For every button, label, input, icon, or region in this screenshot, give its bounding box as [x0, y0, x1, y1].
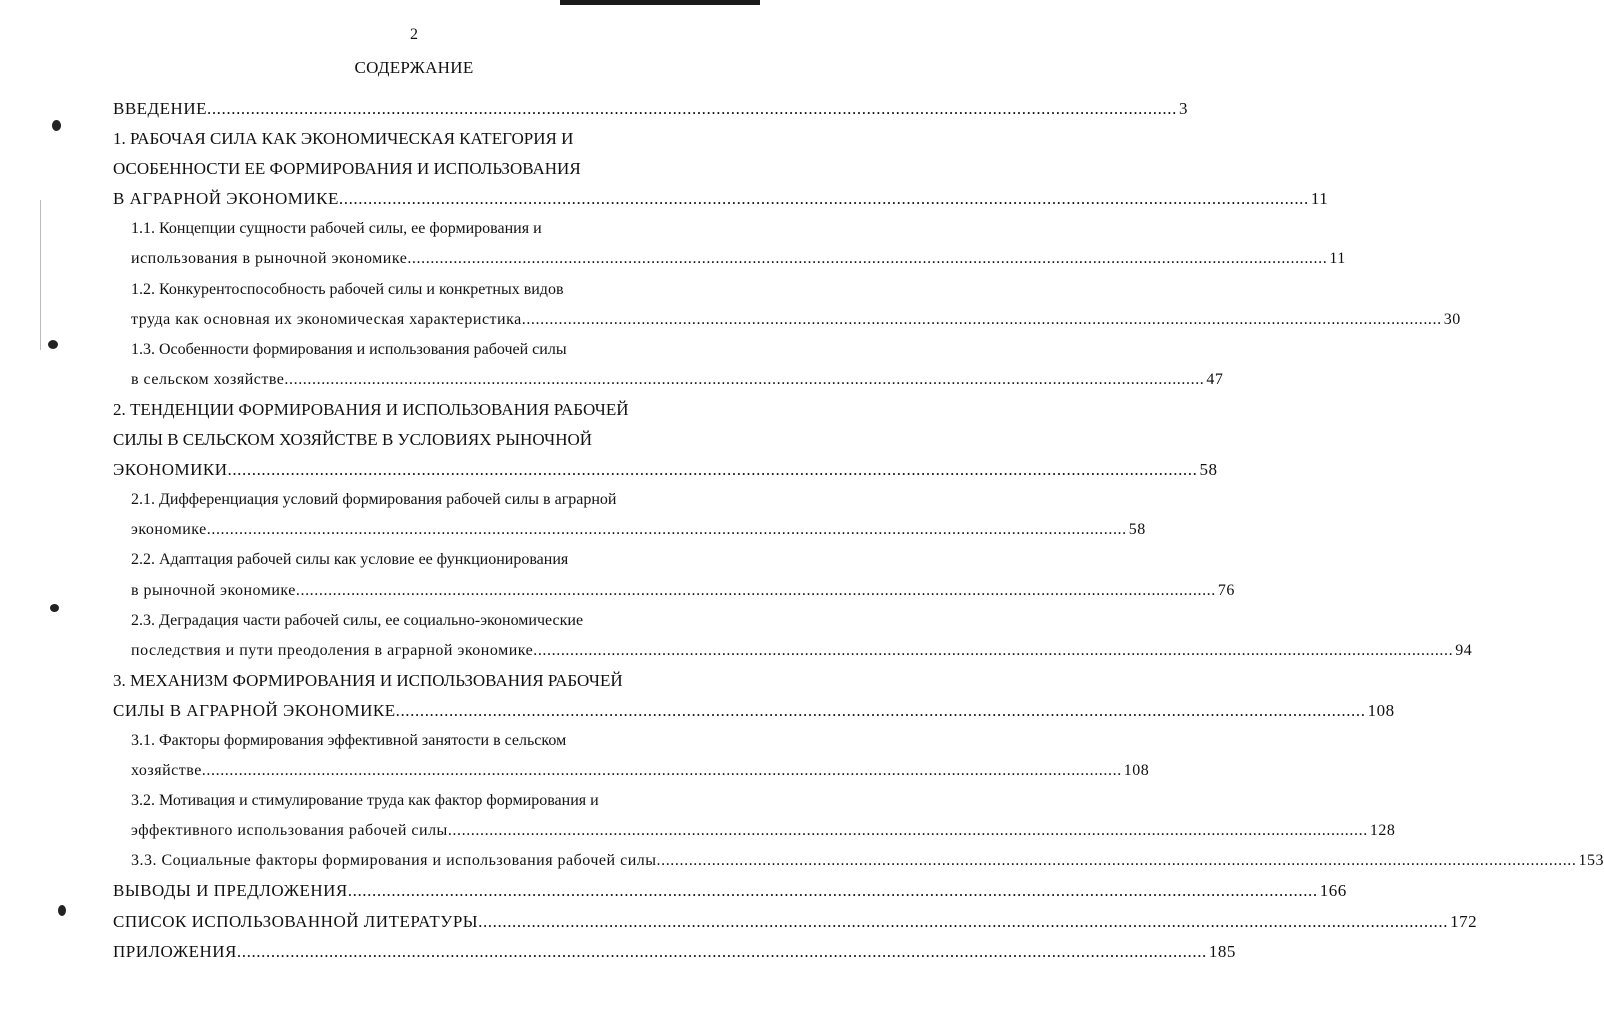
toc-subsection-line: [0, 756, 1150, 786]
toc-page-number: 11: [1329, 250, 1346, 268]
dot-leader: ........................................................................................................................................................................................................: [656, 852, 1577, 870]
toc-subsection-line: [0, 335, 797, 365]
toc-subsection-line: [0, 576, 1235, 606]
toc-entry-text: ВЫВОДЫ И ПРЕДЛОЖЕНИЯ: [113, 881, 348, 901]
toc-entry-text: 3. МЕХАНИЗМ ФОРМИРОВАНИЯ И ИСПОЛЬЗОВАНИЯ РАБОЧЕЙ: [113, 670, 623, 690]
toc-subsection-line: [0, 726, 797, 756]
toc-entry-text: последствия и пути преодоления в аграрной экономике: [131, 641, 534, 659]
toc-subsection-line: [0, 786, 797, 816]
toc-subsection-line: [0, 214, 797, 244]
toc-subsection-line: [0, 846, 1604, 876]
page-number: 2: [410, 26, 418, 43]
dot-leader: ........................................................................................................................................................................................................: [521, 310, 1442, 328]
table-of-contents: [0, 94, 1604, 967]
toc-page-number: 47: [1206, 370, 1224, 388]
toc-entry-text: 2.2. Адаптация рабочей силы как условие ее функционирования: [131, 551, 569, 569]
toc-subsection-line: [0, 545, 797, 575]
dot-leader: ........................................................................................................................................................................................................: [295, 581, 1216, 599]
toc-entry-text: 1.2. Конкурентоспособность рабочей силы и конкретных видов: [131, 280, 564, 298]
toc-entry-text: в сельском хозяйстве: [131, 370, 285, 388]
toc-page-number: 11: [1310, 189, 1329, 209]
toc-entry-text: ПРИЛОЖЕНИЯ: [113, 941, 237, 961]
toc-subsection-line: [0, 365, 1224, 395]
toc-page-number: 30: [1443, 310, 1461, 328]
toc-subsection-line: [0, 244, 1346, 274]
toc-section-line: [0, 124, 797, 154]
toc-section-line: [0, 154, 797, 184]
toc-entry-text: 2. ТЕНДЕНЦИИ ФОРМИРОВАНИЯ И ИСПОЛЬЗОВАНИЯ РАБОЧЕЙ: [113, 399, 629, 419]
dot-leader: ........................................................................................................................................................................................................: [533, 641, 1454, 659]
toc-section-line: [0, 395, 797, 425]
toc-entry-text: В АГРАРНОЙ ЭКОНОМИКЕ: [113, 189, 339, 209]
page-title: СОДЕРЖАНИЕ: [354, 58, 474, 77]
toc-section-line: [0, 876, 1347, 906]
toc-section-line: [0, 94, 1188, 124]
toc-entry-text: СИЛЫ В СЕЛЬСКОМ ХОЗЯЙСТВЕ В УСЛОВИЯХ РЫНОЧНОЙ: [113, 430, 593, 450]
toc-subsection-line: [0, 275, 797, 305]
toc-page-number: 58: [1199, 460, 1218, 480]
toc-subsection-line: [0, 606, 797, 636]
toc-page-number: 58: [1128, 521, 1146, 539]
toc-entry-text: хозяйстве: [131, 762, 202, 780]
toc-entry-text: 1.3. Особенности формирования и использования рабочей силы: [131, 340, 567, 358]
toc-entry-text: 2.1. Дифференциация условий формирования рабочей силы в аграрной: [131, 491, 617, 509]
toc-section-line: [0, 696, 1395, 726]
dot-leader: ........................................................................................................................................................................................................: [284, 370, 1205, 388]
toc-page-number: 76: [1217, 581, 1235, 599]
scan-speck: [52, 120, 61, 131]
toc-entry-text: ОСОБЕННОСТИ ЕЕ ФОРМИРОВАНИЯ И ИСПОЛЬЗОВАНИЯ: [113, 159, 581, 179]
toc-entry-text: 1.1. Концепции сущности рабочей силы, ее формирования и: [131, 220, 542, 238]
dot-leader: ........................................................................................................................................................................................................: [227, 460, 1198, 480]
toc-page-number: 153: [1578, 852, 1604, 870]
toc-section-line: [0, 425, 797, 455]
dot-leader: ........................................................................................................................................................................................................: [201, 762, 1122, 780]
toc-entry-text: использования в рыночной экономике: [131, 250, 408, 268]
dot-leader: ........................................................................................................................................................................................................: [478, 911, 1449, 931]
dot-leader: ........................................................................................................................................................................................................: [236, 941, 1207, 961]
toc-section-line: [0, 184, 1329, 214]
dot-leader: ........................................................................................................................................................................................................: [206, 99, 1177, 118]
scan-top-edge: [560, 0, 760, 5]
toc-section-line: [0, 937, 1236, 967]
toc-page-number: 128: [1369, 822, 1396, 840]
scan-speck: [48, 340, 58, 349]
toc-page-number: 185: [1208, 941, 1236, 961]
dot-leader: ........................................................................................................................................................................................................: [395, 700, 1366, 720]
toc-entry-text: ЭКОНОМИКИ: [113, 460, 228, 480]
toc-page-number: 94: [1455, 641, 1473, 659]
toc-entry-text: в рыночной экономике: [131, 581, 296, 599]
toc-section-line: [0, 666, 797, 696]
toc-entry-text: экономике: [131, 521, 207, 539]
scan-speck: [50, 604, 59, 612]
toc-page-number: 172: [1450, 911, 1478, 931]
dot-leader: ........................................................................................................................................................................................................: [338, 189, 1309, 209]
dot-leader: ........................................................................................................................................................................................................: [206, 521, 1127, 539]
toc-subsection-line: [0, 636, 1473, 666]
toc-subsection-line: [0, 515, 1146, 545]
toc-entry-text: труда как основная их экономическая характеристика: [131, 310, 522, 328]
toc-entry-text: эффективного использования рабочей силы: [131, 822, 448, 840]
toc-entry-text: 1. РАБОЧАЯ СИЛА КАК ЭКОНОМИЧЕСКАЯ КАТЕГОРИЯ И: [113, 129, 574, 149]
dot-leader: ........................................................................................................................................................................................................: [447, 822, 1368, 840]
toc-page-number: 108: [1123, 762, 1150, 780]
toc-entry-text: 2.3. Деградация части рабочей силы, ее социально-экономические: [131, 611, 584, 629]
toc-subsection-line: [0, 816, 1396, 846]
toc-entry-text: 3.2. Мотивация и стимулирование труда как фактор формирования и: [131, 792, 599, 810]
toc-entry-text: ВВЕДЕНИЕ: [113, 99, 207, 118]
toc-page-number: 108: [1367, 700, 1395, 720]
toc-subsection-line: [0, 305, 1461, 335]
toc-subsection-line: [0, 485, 797, 515]
toc-entry-text: 3.1. Факторы формирования эффективной занятости в сельском: [131, 731, 567, 749]
toc-entry-text: 3.3. Социальные факторы формирования и использования рабочей силы: [131, 852, 657, 870]
toc-page-number: 3: [1178, 99, 1188, 118]
scan-margin-mark: [40, 200, 41, 350]
scan-speck: [58, 905, 66, 916]
toc-page-number: 166: [1319, 881, 1347, 901]
toc-section-line: [0, 455, 1218, 485]
toc-entry-text: СПИСОК ИСПОЛЬЗОВАННОЙ ЛИТЕРАТУРЫ: [113, 911, 479, 931]
dot-leader: ........................................................................................................................................................................................................: [407, 250, 1328, 268]
toc-section-line: [0, 907, 1478, 937]
toc-entry-text: СИЛЫ В АГРАРНОЙ ЭКОНОМИКЕ: [113, 700, 396, 720]
dot-leader: ........................................................................................................................................................................................................: [347, 881, 1318, 901]
